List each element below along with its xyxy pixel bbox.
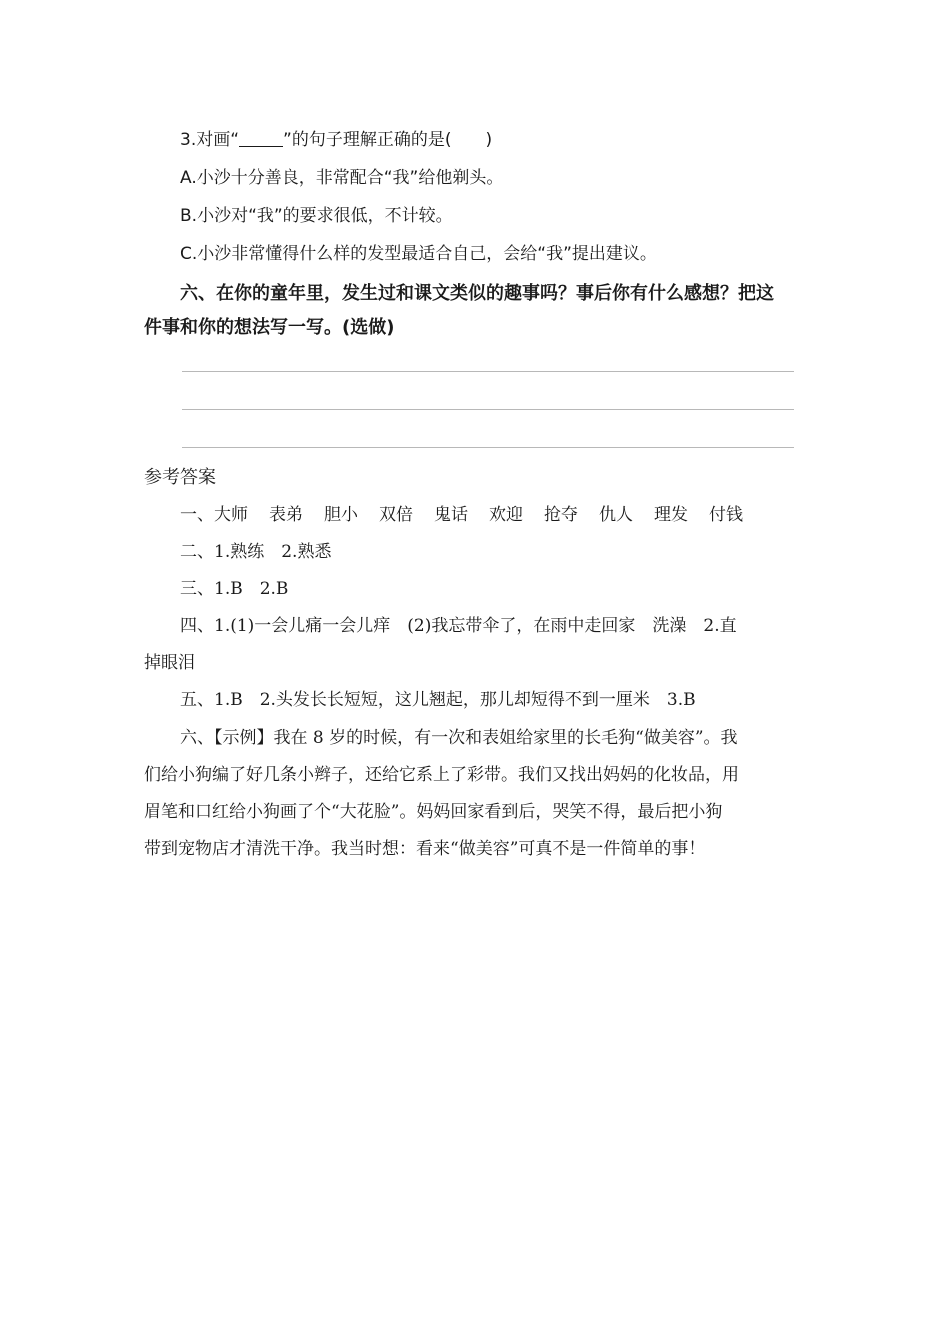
answer-1-word: 胆小 xyxy=(324,505,358,525)
question-3-stem-after: ”的句子理解正确的是( ) xyxy=(283,130,493,150)
answers-heading: 参考答案 xyxy=(144,467,216,488)
answer-1-word: 鬼话 xyxy=(434,505,468,525)
question-3-option-a: A.小沙十分善良，非常配合“我”给他剃头。 xyxy=(180,168,504,188)
answer-4-line-1: 四、1.(1)一会儿痛一会儿痒 (2)我忘带伞了，在雨中走回家 洗澡 2.直 xyxy=(180,616,737,636)
writing-line-3 xyxy=(182,447,794,448)
answer-6-line-4: 带到宠物店才清洗干净。我当时想：看来“做美容”可真不是一件简单的事！ xyxy=(144,839,706,859)
answer-3: 三、1.B 2.B xyxy=(180,579,289,599)
answer-1-word: 仇人 xyxy=(599,505,633,525)
question-3-option-c: C.小沙非常懂得什么样的发型最适合自己，会给“我”提出建议。 xyxy=(180,244,657,264)
answer-1-word: 大师 xyxy=(214,505,248,525)
section-6-line-1: 六、在你的童年里，发生过和课文类似的趣事吗？事后你有什么感想？把这 xyxy=(180,283,774,304)
answer-1-word: 抢夺 xyxy=(544,505,578,525)
answer-1-word: 双倍 xyxy=(379,505,413,525)
writing-line-2 xyxy=(182,409,794,410)
answer-4-line-2: 掉眼泪 xyxy=(144,653,195,673)
answer-5: 五、1.B 2.头发长长短短，这儿翘起，那儿却短得不到一厘米 3.B xyxy=(180,690,696,710)
answer-1-word: 表弟 xyxy=(269,505,303,525)
answer-1-word: 付钱 xyxy=(709,505,743,525)
answer-2: 二、1.熟练 2.熟悉 xyxy=(180,542,332,562)
answer-6-line-1: 六、【示例】我在 8 岁的时候，有一次和表姐给家里的长毛狗“做美容”。我 xyxy=(180,728,738,748)
section-6-line-2: 件事和你的想法写一写。(选做) xyxy=(144,317,395,338)
answer-1-prefix: 一、 xyxy=(180,505,214,525)
answer-6-line-2: 们给小狗编了好几条小辫子，还给它系上了彩带。我们又找出妈妈的化妆品，用 xyxy=(144,765,739,785)
underline-blank xyxy=(239,130,283,147)
answer-1-word: 理发 xyxy=(654,505,688,525)
answer-1-word: 欢迎 xyxy=(489,505,523,525)
answer-6-line-3: 眉笔和口红给小狗画了个“大花脸”。妈妈回家看到后，哭笑不得，最后把小狗 xyxy=(144,802,723,822)
question-3-stem xyxy=(180,128,492,152)
answer-1 xyxy=(180,503,743,527)
question-3-option-b: B.小沙对“我”的要求很低，不计较。 xyxy=(180,206,453,226)
writing-line-1 xyxy=(182,371,794,372)
question-3-stem-before: 3.对画“ xyxy=(180,130,240,150)
